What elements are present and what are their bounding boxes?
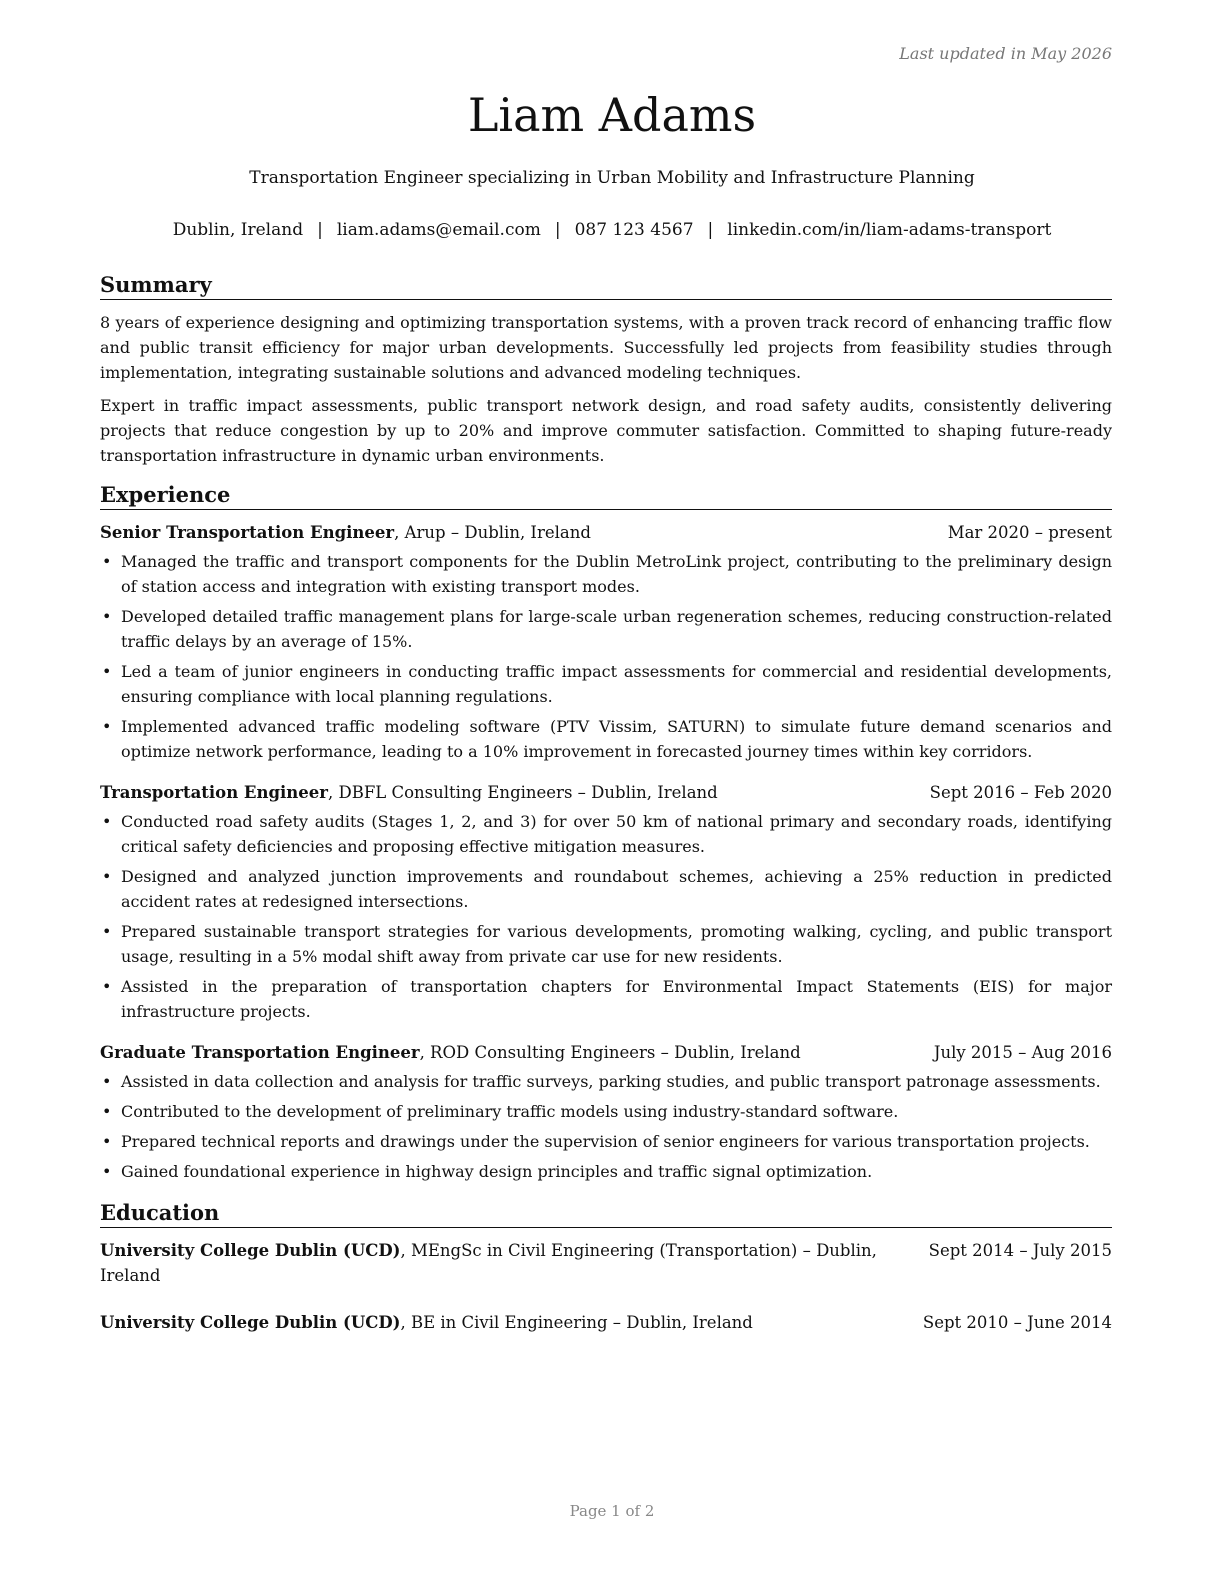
job-bullet: • Contributed to the development of preliminary traffic models using industry-standard software. xyxy=(100,1099,1112,1124)
experience-section xyxy=(100,482,1112,1184)
contact-line xyxy=(0,220,1224,240)
contact-location: Dublin, Ireland xyxy=(172,220,304,240)
section-title-experience: Experience xyxy=(100,482,1112,510)
education-header xyxy=(100,1238,1112,1288)
resume-content xyxy=(100,272,1112,1357)
education-section xyxy=(100,1200,1112,1335)
summary-paragraph: 8 years of experience designing and optimizing transportation systems, with a proven track record of enhancing traffic flow and public transit efficiency for major urban developments. Successfully led projects from feasibility studies through implementation, integrating sustainable solutions and advanced modeling techniques. xyxy=(100,313,1112,382)
education-dates: Sept 2010 – June 2014 xyxy=(922,1313,1112,1332)
job-role: Transportation Engineer xyxy=(100,783,328,802)
education-dates: Sept 2014 – July 2015 xyxy=(928,1241,1112,1260)
job-bullet: • Developed detailed traffic management plans for large-scale urban regeneration schemes, reducing construction-related traffic delays by an average of 15%. xyxy=(100,604,1112,654)
job-bullet: • Implemented advanced traffic modeling software (PTV Vissim, SATURN) to simulate future demand scenarios and optimize network performance, leading to a 10% improvement in forecasted journey times within key corridors. xyxy=(100,714,1112,764)
job-bullets xyxy=(100,549,1112,764)
job-bullets xyxy=(100,809,1112,1024)
job-bullet: • Led a team of junior engineers in conducting traffic impact assessments for commercial and residential developments, ensuring compliance with local planning regulations. xyxy=(100,659,1112,709)
page-number: Page 1 of 2 xyxy=(569,1502,655,1520)
education-school: University College Dublin (UCD) xyxy=(100,1241,401,1260)
education-detail: , MEngSc in Civil Engineering (Transportation) – Dublin, Ireland xyxy=(100,1241,877,1285)
job-role: Graduate Transportation Engineer xyxy=(100,1043,420,1062)
job-entry xyxy=(100,1040,1112,1184)
job-bullet: • Prepared technical reports and drawings under the supervision of senior engineers for various transportation projects. xyxy=(100,1129,1112,1154)
summary-paragraph: Expert in traffic impact assessments, public transport network design, and road safety audits, consistently delivering projects that reduce congestion by up to 20% and improve commuter satisfaction. Committed to shaping future-ready transportation infrastructure in dynamic urban environments. xyxy=(100,396,1112,465)
contact-separator: | xyxy=(554,220,561,240)
job-bullet: • Prepared sustainable transport strategies for various developments, promoting walking, cycling, and public transport usage, resulting in a 5% modal shift away from private car use for new residents. xyxy=(100,919,1112,969)
section-title-education: Education xyxy=(100,1200,1112,1228)
education-header xyxy=(100,1310,1112,1335)
contact-linkedin[interactable]: linkedin.com/in/liam-adams-transport xyxy=(727,220,1052,240)
contact-separator: | xyxy=(707,220,714,240)
section-title-summary: Summary xyxy=(100,272,1112,300)
contact-email[interactable]: liam.adams@email.com xyxy=(336,220,541,240)
job-header xyxy=(100,1040,1112,1065)
job-header xyxy=(100,780,1112,805)
job-dates: Mar 2020 – present xyxy=(947,523,1112,542)
last-updated-note: Last updated in May 2026 xyxy=(899,44,1112,63)
job-bullet: • Managed the traffic and transport components for the Dublin MetroLink project, contributing to the preliminary design of station access and integration with existing transport modes. xyxy=(100,549,1112,599)
job-header xyxy=(100,520,1112,545)
job-entry xyxy=(100,520,1112,764)
education-detail: , BE in Civil Engineering – Dublin, Ireland xyxy=(400,1313,753,1332)
job-bullet: • Assisted in the preparation of transportation chapters for Environmental Impact Statements (EIS) for major infrastructure projects. xyxy=(100,974,1112,1024)
education-entry xyxy=(100,1238,1112,1288)
education-school: University College Dublin (UCD) xyxy=(100,1313,401,1332)
job-bullet: • Gained foundational experience in highway design principles and traffic signal optimization. xyxy=(100,1159,1112,1184)
job-bullet: • Assisted in data collection and analysis for traffic surveys, parking studies, and public transport patronage assessments. xyxy=(100,1069,1112,1094)
education-entry xyxy=(100,1310,1112,1335)
job-bullet: • Designed and analyzed junction improvements and roundabout schemes, achieving a 25% reduction in predicted accident rates at redesigned intersections. xyxy=(100,864,1112,914)
job-dates: July 2015 – Aug 2016 xyxy=(933,1043,1112,1062)
candidate-tagline: Transportation Engineer specializing in Urban Mobility and Infrastructure Planning xyxy=(249,168,975,188)
candidate-name: Liam Adams xyxy=(467,88,757,142)
contact-phone: 087 123 4567 xyxy=(574,220,694,240)
job-role: Senior Transportation Engineer xyxy=(100,523,395,542)
job-bullet: • Conducted road safety audits (Stages 1, 2, and 3) for over 50 km of national primary and secondary roads, identifying critical safety deficiencies and proposing effective mitigation measures. xyxy=(100,809,1112,859)
contact-separator: | xyxy=(317,220,323,240)
job-dates: Sept 2016 – Feb 2020 xyxy=(929,783,1112,802)
job-org: , ROD Consulting Engineers – Dublin, Ireland xyxy=(419,1043,801,1062)
summary-section xyxy=(100,272,1112,468)
job-bullets xyxy=(100,1069,1112,1184)
job-org: , Arup – Dublin, Ireland xyxy=(394,523,591,542)
job-org: , DBFL Consulting Engineers – Dublin, Ireland xyxy=(328,783,718,802)
job-entry xyxy=(100,780,1112,1024)
